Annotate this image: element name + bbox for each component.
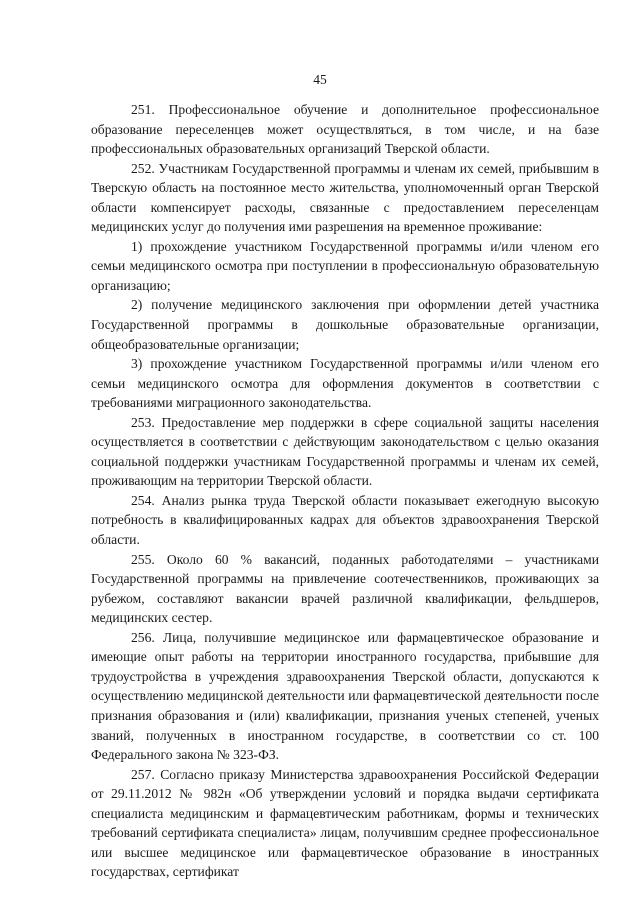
paragraph-254: 254. Анализ рынка труда Тверской области показывает ежегодную высокую потребность в квалифицированных кадрах для объектов здравоохранения Тверской области. (91, 492, 599, 548)
paragraph-256: 256. Лица, получившие медицинское или фармацевтическое образование и имеющие опыт работы на территории иностранного государства, прибывшие для трудоустройства в учреждения здравоохранения Тверской области, допускаются к осуществлению медицинской деятельности или фармацевтической деятельности после признания образования и (или) квалификации, признания ученых степеней, ученых званий, полученных в иностранном государстве, в соответствии со ст. 100 Федерального закона № 323-ФЗ. (91, 629, 599, 763)
paragraph-253: 253. Предоставление мер поддержки в сфере социальной защиты населения осуществляется в соответствии с действующим законодательством с целью оказания социальной поддержки участникам Государственной программы и членам их семей, проживающим на территории Тверской области. (91, 414, 599, 489)
document-body (91, 100, 599, 882)
list-item-1: 1) прохождение участником Государственной программы и/или членом его семьи медицинского осмотра при поступлении в профессиональную образовательную организацию; (91, 238, 599, 293)
paragraph-251: 251. Профессиональное обучение и дополнительное профессиональное образование переселенцев может осуществляться, в том числе, и на базе профессиональных образовательных организаций Тверской области. (91, 102, 599, 157)
paragraph-257: 257. Согласно приказу Министерства здравоохранения Российской Федерации от 29.11.2012 № 982н «Об утверждении условий и порядка выдачи сертификата специалиста медицинским и фармацевтическим работникам, формы и технических требований сертификата специалиста» лицам, получившим среднее профессиональное или высшее медицинское или фармацевтическое образование в иностранных государствах, сертификат (91, 766, 599, 880)
page-number: 45 (313, 72, 327, 87)
list-item-2: 2) получение медицинского заключения при оформлении детей участника Государственной программы в дошкольные образовательные организации, общеобразовательные организации; (91, 297, 599, 352)
paragraph-252: 252. Участникам Государственной программы и членам их семей, прибывшим в Тверскую область на постоянное место жительства, уполномоченный орган Тверской области компенсирует расходы, связанные с предоставлением переселенцам медицинских услуг до получения ими разрешения на временное проживание: (91, 160, 599, 235)
list-item-3: 3) прохождение участником Государственной программы и/или членом его семьи медицинского осмотра для оформления документов в соответствии с требованиями миграционного законодательства. (91, 356, 599, 411)
paragraph-255: 255. Около 60 % вакансий, поданных работодателями – участниками Государственной программы на привлечение соотечественников, проживающих за рубежом, составляют вакансии врачей различной квалификации, фельдшеров, медицинских сестер. (91, 551, 599, 626)
